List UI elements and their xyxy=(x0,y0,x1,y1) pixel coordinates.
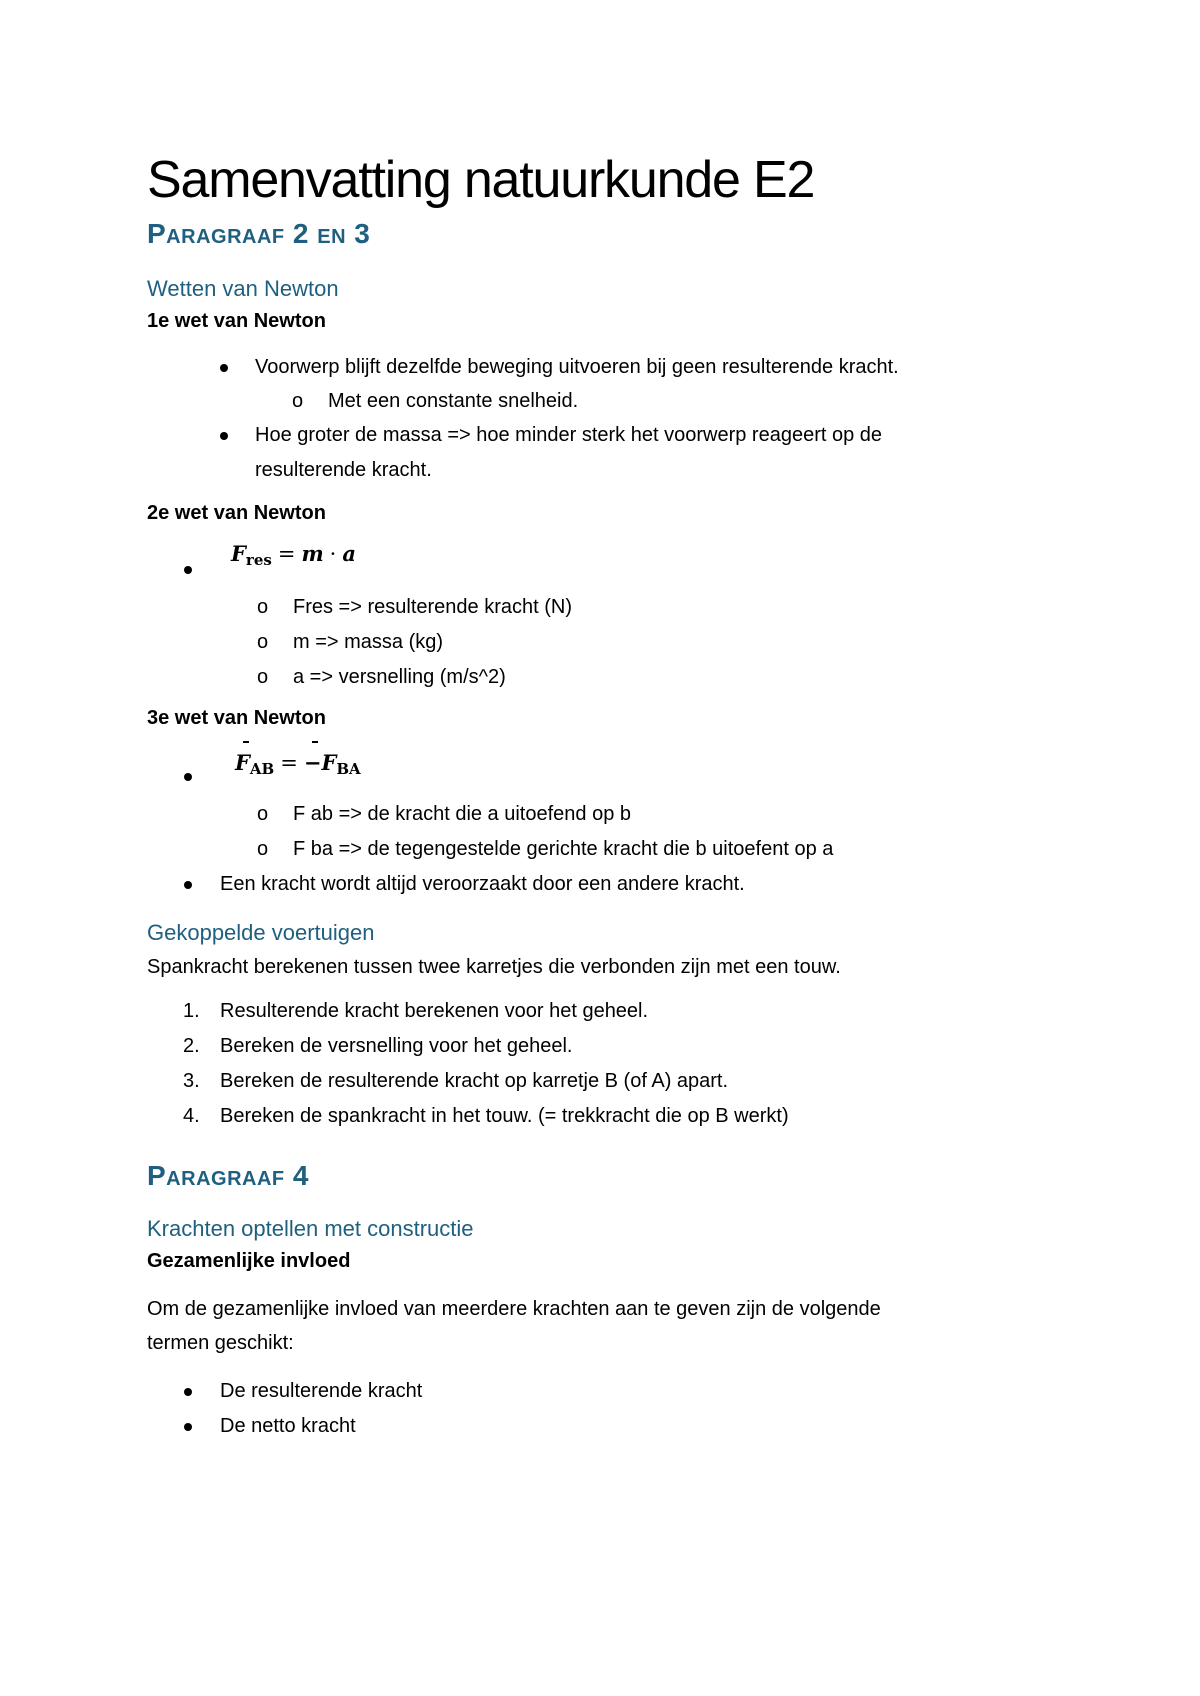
list-item xyxy=(147,1064,1047,1099)
bullet-marker xyxy=(184,1388,192,1396)
sub-marker: o xyxy=(257,666,269,688)
law2-item-2: m => massa (kg) xyxy=(293,631,444,653)
section-heading-paragraaf-4: Paragraaf 4 xyxy=(147,1160,309,1191)
step-number: 2. xyxy=(183,1035,200,1057)
section-heading-paragraaf-2-3: Paragraaf 2 en 3 xyxy=(147,218,371,249)
list-item xyxy=(147,797,1047,832)
subsection-heading-wetten-newton: Wetten van Newton xyxy=(147,276,339,301)
list-item xyxy=(147,385,1047,418)
bullet-marker xyxy=(220,364,228,372)
formula-lhs-sub: AB xyxy=(249,760,275,778)
formula-rhs-sub: BA xyxy=(336,760,361,778)
formula-lhs: F xyxy=(231,541,246,566)
law1-sub-1: Met een constante snelheid. xyxy=(328,390,579,412)
list-item xyxy=(147,1409,1047,1444)
law3-title: 3e wet van Newton xyxy=(147,707,326,729)
law2-item-3: a => versnelling (m/s^2) xyxy=(293,666,506,688)
formula-equals: = xyxy=(277,542,296,566)
step-number: 1. xyxy=(183,1000,200,1022)
list-item xyxy=(147,590,1047,625)
list-item xyxy=(147,625,1047,660)
gezamenlijke-invloed-heading: Gezamenlijke invloed xyxy=(147,1250,351,1272)
list-item xyxy=(147,994,1047,1029)
formula-m: m xyxy=(301,541,324,566)
law2-item-1: Fres => resulterende kracht (N) xyxy=(293,596,572,618)
gezamenlijke-list xyxy=(147,1374,1047,1444)
sub-marker: o xyxy=(257,596,269,618)
sub-marker: o xyxy=(257,631,269,653)
list-item xyxy=(147,1374,1047,1409)
document-page xyxy=(147,148,1047,1444)
law2-title: 2e wet van Newton xyxy=(147,502,326,524)
bullet-marker xyxy=(184,1423,192,1431)
gezamenlijke-paragraph xyxy=(147,1292,1047,1360)
law1-bullet-2-line2: resulterende kracht. xyxy=(255,459,432,481)
law3-list xyxy=(147,745,1047,902)
sub-marker: o xyxy=(257,803,269,825)
law2-list xyxy=(147,536,1047,695)
bullet-marker xyxy=(184,881,192,889)
law3-item-2: F ba => de tegengestelde gerichte kracht die b uitoefent op a xyxy=(293,838,834,860)
list-item xyxy=(147,832,1047,867)
formula-dot: · xyxy=(329,542,337,566)
step-4: Bereken de spankracht in het touw. (= trekkracht die op B werkt) xyxy=(220,1105,789,1127)
document-title: Samenvatting natuurkunde E2 xyxy=(147,151,815,209)
formula-a: a xyxy=(342,541,356,566)
list-item xyxy=(147,418,1047,488)
bullet-marker xyxy=(184,773,192,781)
coupled-intro: Spankracht berekenen tussen twee karretjes die verbonden zijn met een touw. xyxy=(147,956,841,978)
formula-equals: = xyxy=(280,751,298,775)
subsection-heading-gekoppelde-voertuigen: Gekoppelde voertuigen xyxy=(147,920,375,945)
list-item xyxy=(147,1029,1047,1064)
gezamenlijke-paragraph-line2: termen geschikt: xyxy=(147,1332,294,1354)
formula-item xyxy=(147,536,1047,590)
step-number: 4. xyxy=(183,1105,200,1127)
list-item xyxy=(147,1099,1047,1134)
formula-lhs-sub: res xyxy=(245,551,272,569)
sub-marker: o xyxy=(292,390,304,412)
sub-marker: o xyxy=(257,838,269,860)
list-item xyxy=(147,867,1047,902)
list-item xyxy=(147,660,1047,695)
step-3: Bereken de resulterende kracht op karretje B (of A) apart. xyxy=(220,1070,729,1092)
formula-newton-2 xyxy=(231,541,356,569)
law3-item-1: F ab => de kracht die a uitoefend op b xyxy=(293,803,632,825)
gezamenlijke-item-1: De resulterende kracht xyxy=(220,1380,423,1402)
law1-bullet-1: Voorwerp blijft dezelfde beweging uitvoeren bij geen resulterende kracht. xyxy=(255,356,899,378)
coupled-steps xyxy=(147,994,1047,1134)
gezamenlijke-item-2: De netto kracht xyxy=(220,1415,356,1437)
step-number: 3. xyxy=(183,1070,200,1092)
law3-extra: Een kracht wordt altijd veroorzaakt door een andere kracht. xyxy=(220,873,745,895)
bullet-marker xyxy=(184,566,192,574)
law1-bullet-2-line1: Hoe groter de massa => hoe minder sterk het voorwerp reageert op de xyxy=(255,424,883,446)
formula-newton-3 xyxy=(235,750,361,778)
law1-list xyxy=(147,350,1047,488)
law1-title: 1e wet van Newton xyxy=(147,310,326,332)
step-2: Bereken de versnelling voor het geheel. xyxy=(220,1035,573,1057)
step-1: Resulterende kracht berekenen voor het geheel. xyxy=(220,1000,649,1022)
list-item xyxy=(147,350,1047,385)
subsection-heading-krachten-optellen: Krachten optellen met constructie xyxy=(147,1216,474,1241)
formula-item xyxy=(147,745,1047,797)
bullet-marker xyxy=(220,432,228,440)
gezamenlijke-paragraph-line1: Om de gezamenlijke invloed van meerdere krachten aan te geven zijn de volgende xyxy=(147,1298,881,1320)
formula-lhs: F xyxy=(235,745,250,780)
formula-rhs: −F xyxy=(304,745,337,780)
